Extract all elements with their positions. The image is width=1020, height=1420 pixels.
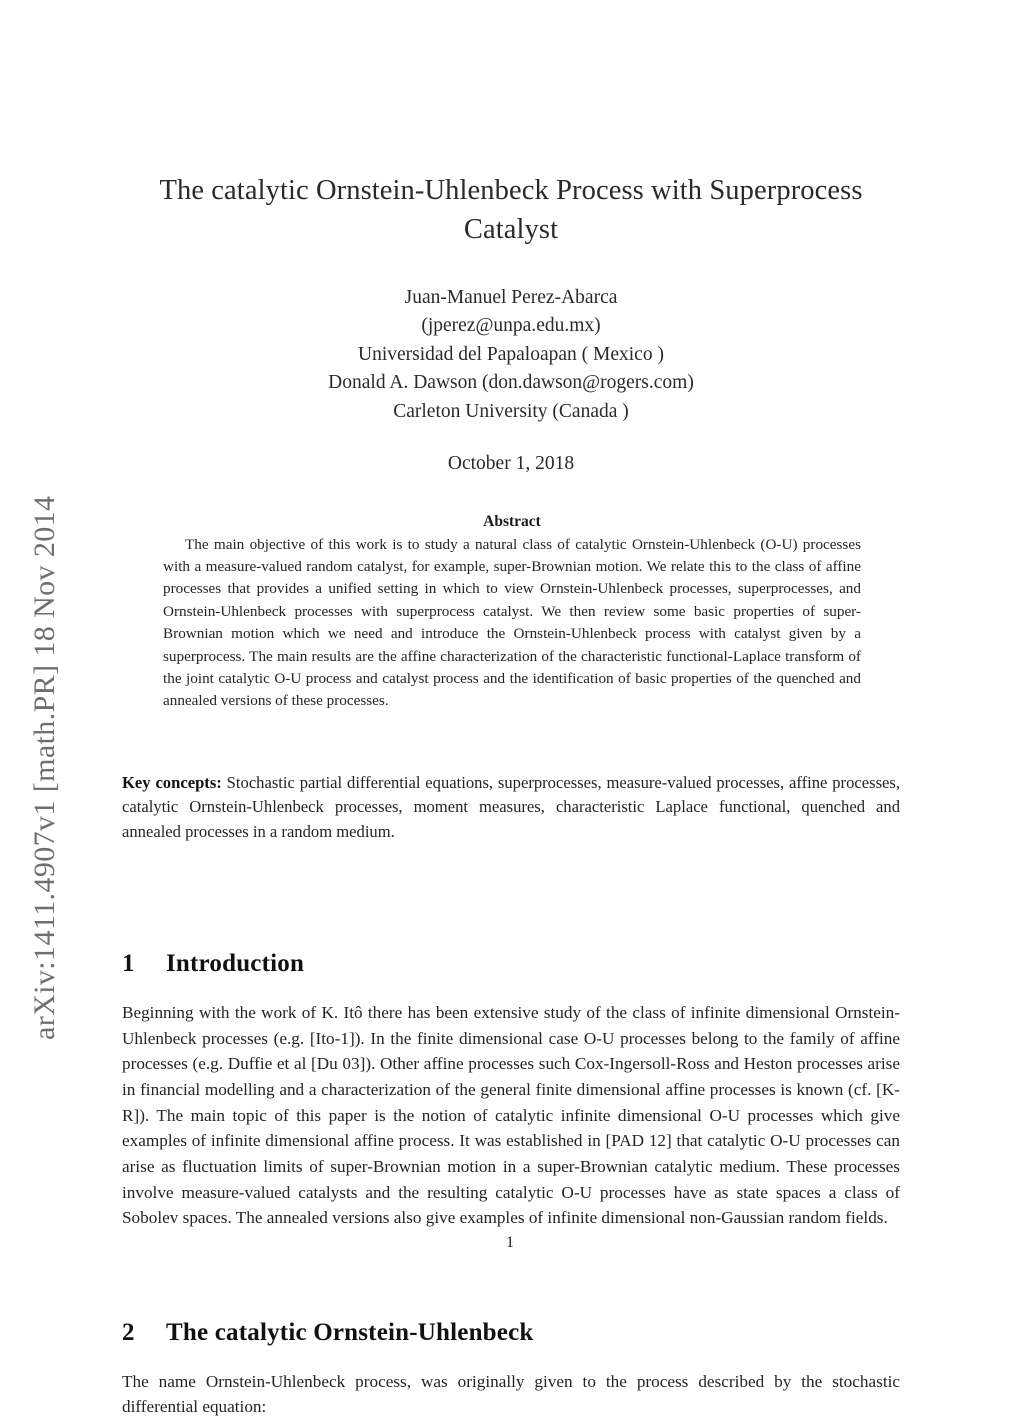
- key-concepts-label: Key concepts:: [122, 772, 222, 792]
- section-heading-catalytic-ou: [122, 1319, 900, 1347]
- section-number: 2: [122, 1318, 135, 1346]
- abstract-text: The main objective of this work is to study a natural class of catalytic Ornstein-Uhlenbeck (O-U) processes with a measure-valued random catalyst, for example, super-Brownian motion. We relate this to the class of affine processes that provides a unified setting in which to view Ornstein-Uhlenbeck processes, superprocesses, and Ornstein-Uhlenbeck processes with superprocess catalyst. We then review some basic properties of super-Brownian motion which we need and introduce the Ornstein-Uhlenbeck process with catalyst given by a superprocess. The main results are the affine characterization of the characteristic functional-Laplace transform of the joint catalytic O-U process and catalyst process and the identification of basic properties of the quenched and annealed versions of these processes.: [163, 535, 861, 710]
- page-title: The catalytic Ornstein-Uhlenbeck Process with Superprocess Catalyst: [159, 175, 863, 245]
- paper-date: October 1, 2018: [447, 452, 575, 474]
- author-name: Juan-Manuel Perez-Abarca: [404, 286, 618, 308]
- section-2-paragraph-1: The name Ornstein-Uhlenbeck process, was originally given to the process described by the stochastic differential equation:: [122, 1371, 900, 1417]
- arxiv-identifier-text: arXiv:1411.4907v1 [math.PR] 18 Nov 2014: [28, 495, 61, 1040]
- section-number: 1: [122, 950, 135, 978]
- author-affiliation: Universidad del Papaloapan ( Mexico ): [358, 343, 664, 365]
- author-block: [122, 284, 900, 427]
- paper-content: [122, 0, 900, 1420]
- section-title: Introduction: [166, 950, 305, 978]
- abstract-section: [163, 513, 861, 713]
- coauthor-affiliation: Carleton University (Canada ): [393, 401, 629, 423]
- key-concepts: [122, 771, 900, 845]
- page-number: 1: [506, 1234, 514, 1251]
- section-heading-introduction: [122, 950, 900, 978]
- abstract-heading: Abstract: [483, 512, 541, 530]
- section-title: The catalytic Ornstein-Uhlenbeck: [166, 1318, 534, 1346]
- section-1-paragraph-1: Beginning with the work of K. Itô there has been extensive study of the class of infinite dimensional Ornstein-Uhlenbeck processes (e.g. [Ito-1]). In the finite dimensional case O-U processes belong to the family of affine processes (e.g. Duffie et al [Du 03]). Other affine processes such Cox-Ingersoll-Ross and Heston processes arise in financial modelling and a characterization of the general finite dimensional affine processes is known (cf. [K-R]). The main topic of this paper is the notion of catalytic infinite dimensional O-U processes which give examples of infinite dimensional affine process. It was established in [PAD 12] that catalytic O-U processes can arise as fluctuation limits of super-Brownian motion in a super-Brownian catalytic medium. These processes involve measure-valued catalysts and the resulting catalytic O-U processes have as state spaces a class of Sobolev spaces. The annealed versions also give examples of infinite dimensional non-Gaussian random fields.: [122, 1003, 900, 1228]
- coauthor-name-email: Donald A. Dawson (don.dawson@rogers.com): [328, 372, 694, 394]
- author-email: (jperez@unpa.edu.mx): [421, 315, 601, 337]
- key-concepts-text: Stochastic partial differential equations, superprocesses, measure-valued processes, affine processes, catalytic Ornstein-Uhlenbeck processes, moment measures, characteristic Laplace functional, quenched and annealed processes in a random medium.: [122, 772, 900, 841]
